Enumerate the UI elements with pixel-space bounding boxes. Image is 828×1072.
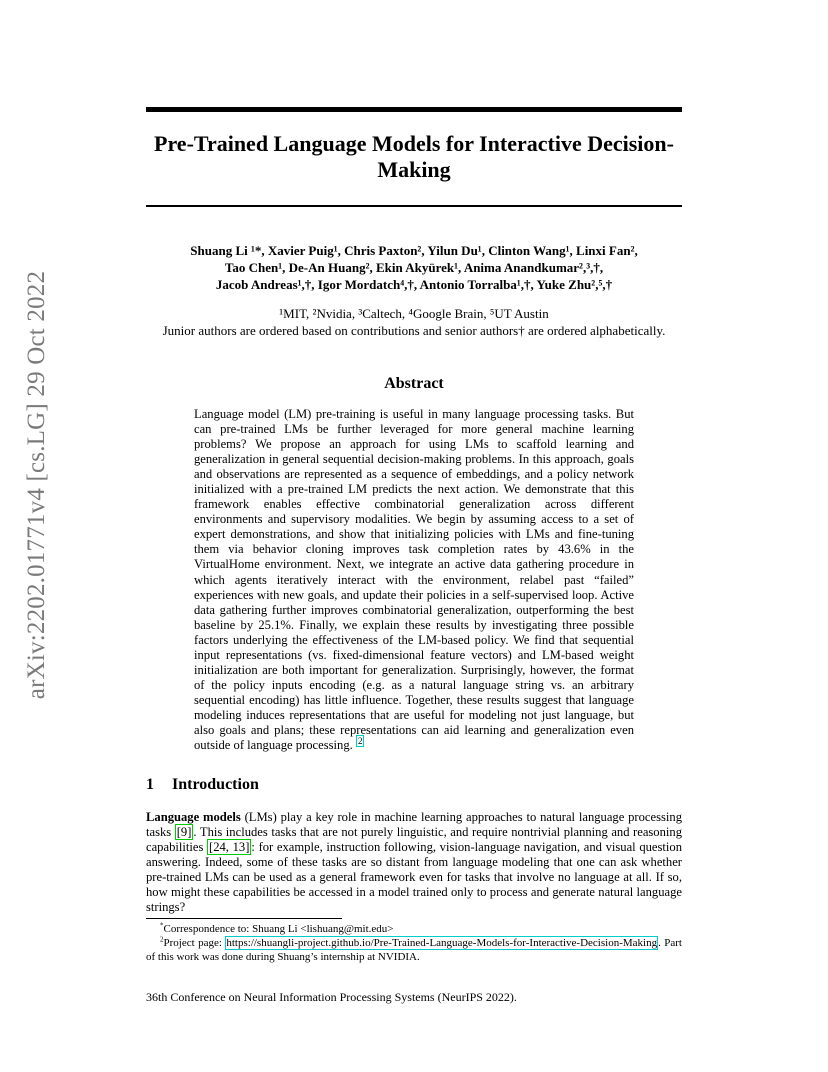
abstract-text: Language model (LM) pre-training is useful in many language processing tasks. But can pre-trained LMs be further leveraged for more general machine learning problems? We propose an approach for using LMs to scaffold learning and generalization in general sequential decision-making problems. In this approach, goals and observations are represented as a sequence of embeddings, and a policy network initialized with a pre-trained LM predicts the next action. We demonstrate that this framework enables effective combinatorial generalization across different environments and supervisory modalities. We begin by assuming access to a set of expert demonstrations, and show that initializing policies with LMs and fine-tuning them via behavior cloning improves task completion rates by 43.6% in the VirtualHome environment. Next, we integrate an active data gathering procedure in which agents iteratively interact with the environment, relabel past “failed” experiences with new goals, and update their policies in a self-supervised loop. Active data gathering further improves combinatorial generalization, outperforming the best baseline by 25.1%. Finally, we explain these results by investigating three possible factors underlying the effectiveness of the LM-based policy. We find that sequential input representations (vs. fixed-dimensional feature vectors) and LM-based weight initialization are both important for generalization. Surprisingly, however, the format of the policy inputs encoding (e.g. as a natural language string vs. an arbitrary sequential encoding) has little influence. Together, these results suggest that language modeling induces representations that are useful for modeling not just language, but also goals and plans; these representations can aid learning and generalization even outside of language processing. [194,407,634,753]
footnote-1 [146,922,682,936]
title-bottom-rule [146,205,682,207]
author-line-1: Shuang Li ¹*, Xavier Puig¹, Chris Paxton², Yilun Du¹, Clinton Wang¹, Linxi Fan², [190,243,638,258]
author-order-note: Junior authors are ordered based on contributions and senior authors† are ordered alphabetically. [162,323,666,338]
footnote-2-mark: 2 [160,935,164,944]
citation-link-24-13[interactable]: [24, 13] [209,840,250,855]
section-title: Introduction [172,776,259,793]
footnote-1-mark: * [160,921,164,930]
footnote-2-tail: . Part of this work was done during Shuang’s internship at NVIDIA. [146,937,682,963]
abstract-body [194,407,634,753]
footnote-1-text: Correspondence to: Shuang Li <lishuang@mit.edu> [163,923,394,935]
author-line-2: Tao Chen¹, De-An Huang², Ekin Akyürek¹, Anima Anandkumar²,³,†, [224,260,604,275]
footnote-2-lead: Project page: [163,937,226,949]
section-number: 1 [146,776,154,793]
arxiv-id-text: arXiv:2202.01771v4 [cs.LG] 29 Oct 2022 [23,270,50,700]
intro-bold-lead: Language models [146,810,241,824]
affiliations: ¹MIT, ²Nvidia, ³Caltech, ⁴Google Brain, ⁵UT Austin [279,306,549,321]
intro-text-c: : for example, instruction following, vision-language navigation, and visual question answering. Indeed, some of these tasks are so distant from language modeling that one can ask whether pre-trained LMs can be used as a general framework even for tasks that involve no language at all. If so, how might these capabilities be accessed in a model trained only to process and generate natural language strings? [146,840,683,915]
title-top-rule [146,107,682,112]
footnotes [146,922,682,964]
footnote-2 [146,936,682,964]
conference-note: 36th Conference on Neural Information Processing Systems (NeurIPS 2022). [146,990,517,1004]
citation-link-9[interactable]: [9] [176,825,192,840]
section-heading-introduction [146,776,682,794]
abstract-heading: Abstract [384,375,444,392]
footnote-rule [146,918,342,919]
abstract-footnote-link[interactable]: 2 [357,735,363,746]
author-list [146,242,682,293]
intro-text-a: (LMs) play a key role in machine learning approaches to natural language processing tasks [146,810,682,840]
introduction-paragraph [146,810,682,915]
intro-text-b: . This includes tasks that are not purely linguistic, and require nontrivial planning and reasoning capabilities [146,825,682,855]
paper-title: Pre-Trained Language Models for Interactive Decision-Making [154,131,674,182]
project-page-link[interactable]: https://shuangli-project.github.io/Pre-Trained-Language-Models-for-Interactive-Decision-Making [226,937,658,949]
author-line-3: Jacob Andreas¹,†, Igor Mordatch⁴,†, Antonio Torralba¹,†, Yuke Zhu²,⁵,† [215,277,613,292]
arxiv-side-identifier [14,270,60,700]
affiliations-block [120,305,708,339]
